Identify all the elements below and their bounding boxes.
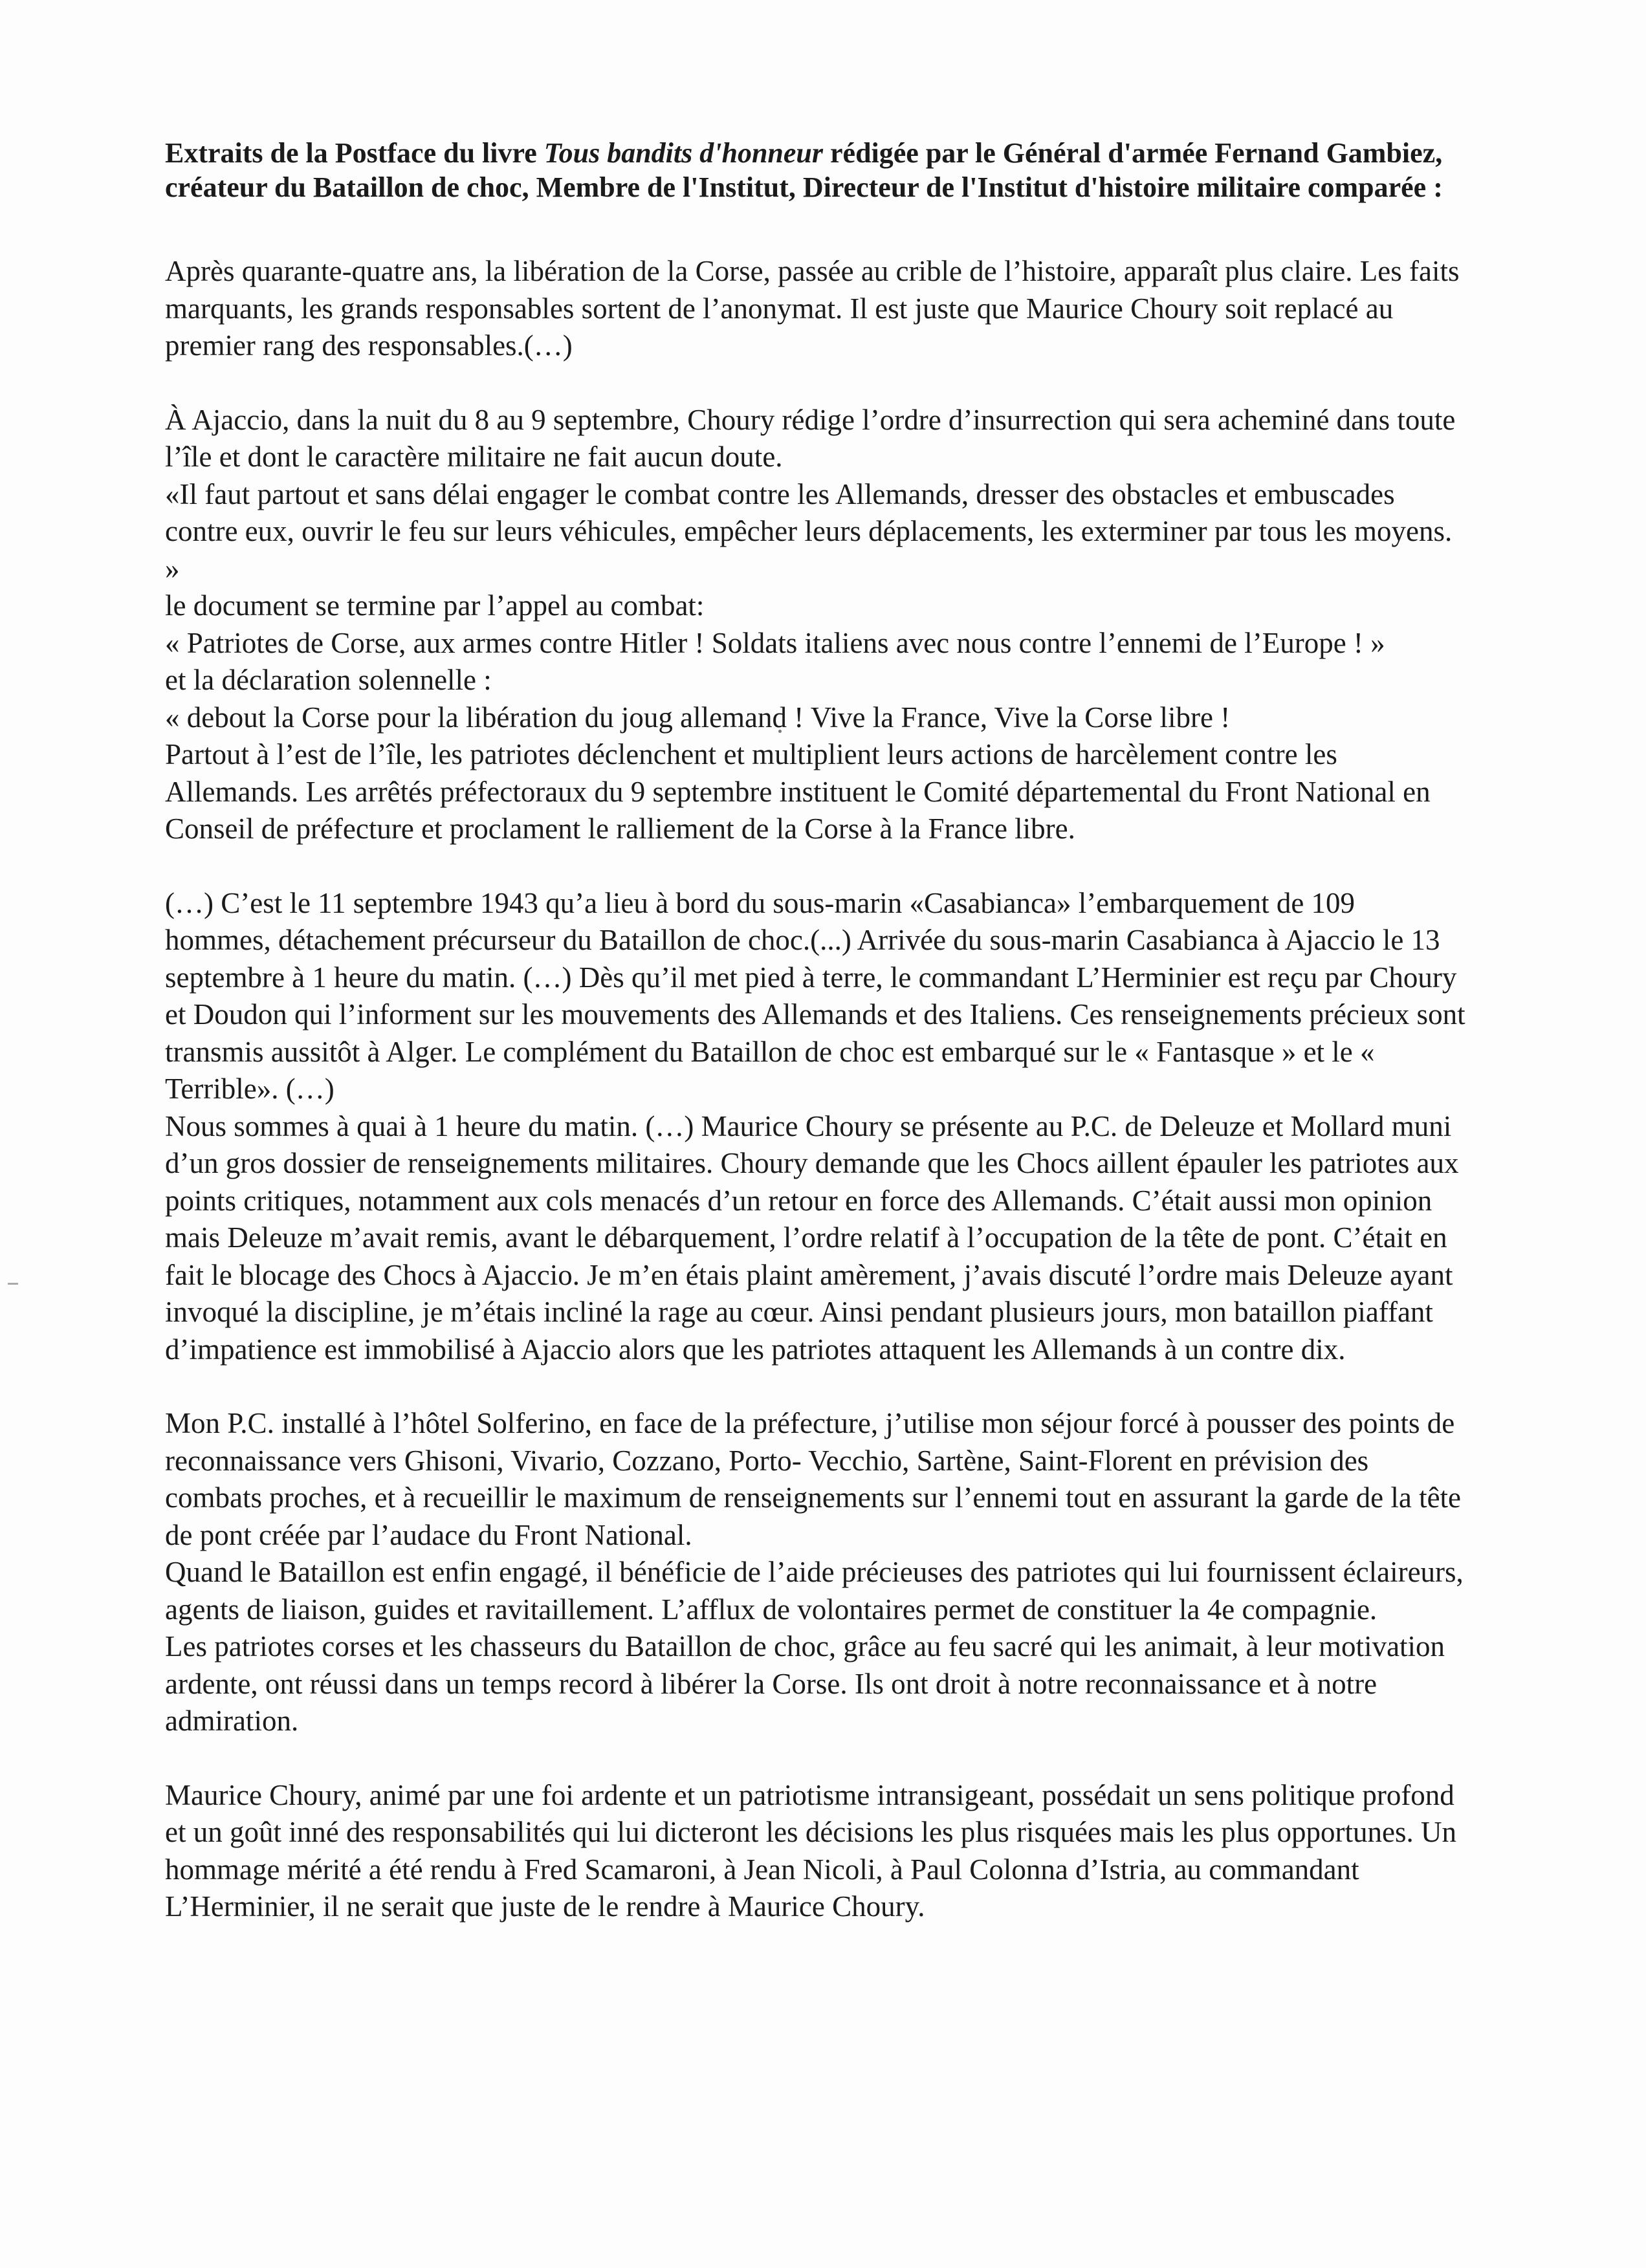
paragraph-4 xyxy=(165,1405,1465,1740)
paragraph-5 xyxy=(165,1777,1465,1926)
quote-line: « Patriotes de Corse, aux armes contre Hitler ! Soldats italiens avec nous contre l’ennemi de l’Europe ! » xyxy=(165,626,1385,659)
paragraph-3 xyxy=(165,885,1465,1369)
paragraph-line: Mon P.C. installé à l’hôtel Solferino, en face de la préfecture, j’utilise mon séjour forcé à pousser des points de reconnaissance vers Ghisoni, Vivario, Cozzano, Porto- Vecchio, Sartène, Saint-Florent en prévision des combats proches, et à recueillir le maximum de renseignements sur l’ennemi tout en assurant la garde de la tête de pont créée par l’audace du Front National. xyxy=(165,1407,1462,1551)
heading-suffix: rédigée par le Général d'armée Fernand Gambiez, créateur du Bataillon de choc, Membre de l'Institut, Directeur de l'Institut d'histoire militaire comparée : xyxy=(165,137,1443,203)
document-body xyxy=(165,136,1465,1926)
paragraph-line: Nous sommes à quai à 1 heure du matin. (…) Maurice Choury se présente au P.C. de Deleuze et Mollard muni d’un gros dossier de renseignements militaires. Choury demande que les Chocs aillent épauler les patriotes aux points critiques, notamment aux cols menacés d’un retour en force des Allemands. C’était aussi mon opinion mais Deleuze m’avait remis, avant le débarquement, l’ordre relatif à l’occupation de la tête de pont. C’était en fait le blocage des Chocs à Ajaccio. Je m’en étais plaint amèrement, j’avais discuté l’ordre mais Deleuze ayant invoqué la discipline, je m’étais incliné la rage au cœur. Ainsi pendant plusieurs jours, mon bataillon piaffant d’impatience est immobilisé à Ajaccio alors que les patriotes attaquent les Allemands à un contre dix. xyxy=(165,1109,1459,1366)
paragraph-line: le document se termine par l’appel au combat: xyxy=(165,589,705,622)
paragraph-line: (…) C’est le 11 septembre 1943 qu’a lieu à bord du sous-marin «Casabianca» l’embarquement de 109 hommes, détachement précurseur du Bataillon de choc.(...) Arrivée du sous-marin Casabianca à Ajaccio le 13 septembre à 1 heure du matin. (…) Dès qu’il met pied à terre, le commandant L’Herminier est reçu par Choury et Doudon qui l’informent sur les mouvements des Allemands et des Italiens. Ces renseignements précieux sont transmis aussitôt à Alger. Le complément du Bataillon de choc est embarqué sur le « Fantasque » et le « Terrible». (…) xyxy=(165,886,1465,1105)
paragraph-line: Les patriotes corses et les chasseurs du Bataillon de choc, grâce au feu sacré qui les animait, à leur motivation ardente, ont réussi dans un temps record à libérer la Corse. Ils ont droit à notre reconnaissance et à notre admiration. xyxy=(165,1630,1445,1737)
document-heading xyxy=(165,136,1465,204)
paragraph-2 xyxy=(165,402,1465,848)
heading-prefix: Extraits de la Postface du livre xyxy=(165,137,544,169)
paragraph-line: et la déclaration solennelle : xyxy=(165,664,492,696)
paragraph-line: À Ajaccio, dans la nuit du 8 au 9 septembre, Choury rédige l’ordre d’insurrection qui sera acheminé dans toute l’île et dont le caractère militaire ne fait aucun doute. xyxy=(165,403,1456,473)
paragraph-line: Maurice Choury, animé par une foi ardente et un patriotisme intransigeant, possédait un sens politique profond et un goût inné des responsabilités qui lui dicteront les décisions les plus risquées mais les plus opportunes. Un hommage mérité a été rendu à Fred Scamaroni, à Jean Nicoli, à Paul Colonna d’Istria, au commandant L’Herminier, il ne serait que juste de le rendre à Maurice Choury. xyxy=(165,1778,1456,1923)
book-title: Tous bandits d'honneur xyxy=(543,137,824,169)
scan-mark xyxy=(8,1283,18,1285)
paragraph-1 xyxy=(165,253,1465,365)
quote-line: « debout la Corse pour la libération du joug allemand ! Vive la France, Vive la Corse libre ! xyxy=(165,701,1231,734)
paragraph-line: Quand le Bataillon est enfin engagé, il bénéficie de l’aide précieuses des patriotes qui lui fournissent éclaireurs, agents de liaison, guides et ravitaillement. L’afflux de volontaires permet de constituer la 4e compagnie. xyxy=(165,1556,1464,1626)
quote-line: «Il faut partout et sans délai engager le combat contre les Allemands, dresser des obstacles et embuscades contre eux, ouvrir le feu sur leurs véhicules, empêcher leurs déplacements, les exterminer par tous les moyens. » xyxy=(165,477,1453,585)
paragraph-line: Partout à l’est de l’île, les patriotes déclenchent et multiplient leurs actions de harcèlement contre les Allemands. Les arrêtés préfectoraux du 9 septembre instituent le Comité départemental du Front National en Conseil de préfecture et proclament le ralliement de la Corse à la France libre. xyxy=(165,738,1431,845)
paragraph-line: Après quarante-quatre ans, la libération de la Corse, passée au crible de l’histoire, apparaît plus claire. Les faits marquants, les grands responsables sortent de l’anonymat. Il est juste que Maurice Choury soit replacé au premier rang des responsables.(…) xyxy=(165,255,1460,362)
